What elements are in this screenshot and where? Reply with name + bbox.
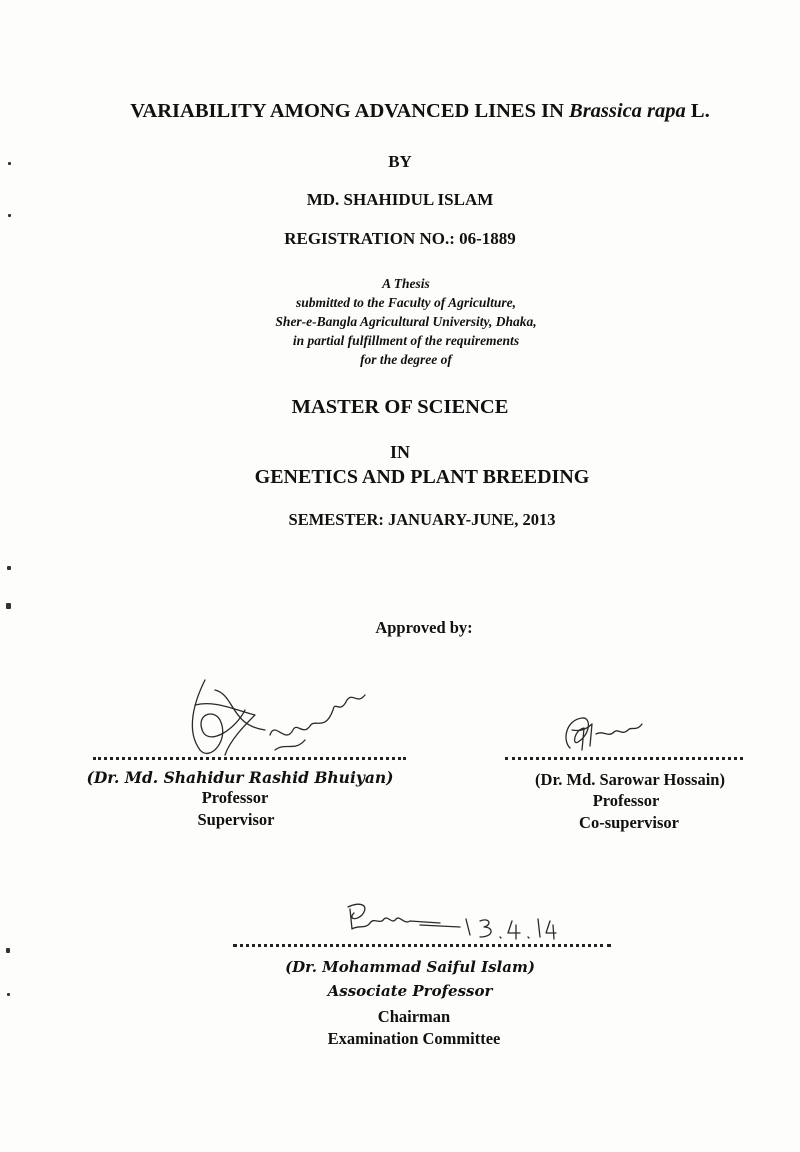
scan-speck	[8, 214, 11, 217]
thesis-statement-line: submitted to the Faculty of Agriculture,	[295, 295, 516, 310]
thesis-title-main: VARIABILITY AMONG ADVANCED LINES IN	[130, 100, 570, 122]
scan-speck	[7, 993, 10, 996]
thesis-statement-line: for the degree of	[360, 352, 452, 367]
chairman-title: Associate Professor	[327, 982, 493, 1000]
author-name: MD. SHAHIDUL ISLAM	[306, 190, 494, 209]
supervisor-name: (Dr. Md. Shahidur Rashid Bhuiyan)	[86, 768, 394, 787]
degree-name: MASTER OF SCIENCE	[291, 396, 509, 418]
chairman-role: Chairman	[377, 1007, 451, 1026]
co-supervisor-signature	[552, 710, 652, 760]
approved-by-label: Approved by:	[375, 618, 473, 637]
thesis-statement-line: Sher-e-Bangla Agricultural University, Dhaka,	[275, 314, 537, 329]
supervisor-block	[80, 768, 400, 831]
co-supervisor-signature-line	[505, 757, 743, 760]
chairman-signature-line	[233, 944, 611, 947]
co-supervisor-title: Professor	[592, 791, 660, 810]
co-supervisor-block	[510, 770, 750, 834]
chairman-committee: Examination Committee	[327, 1029, 501, 1048]
supervisor-role: Supervisor	[197, 810, 275, 829]
co-supervisor-role: Co-supervisor	[579, 813, 679, 832]
co-supervisor-name: (Dr. Md. Sarowar Hossain)	[535, 770, 725, 789]
thesis-title	[20, 100, 800, 123]
scan-speck	[6, 603, 11, 609]
supervisor-signature-line	[93, 757, 406, 760]
by-label: BY	[388, 152, 412, 171]
supervisor-title: Professor	[201, 788, 269, 807]
field-of-study: GENETICS AND PLANT BREEDING	[254, 466, 590, 488]
in-label: IN	[389, 442, 410, 462]
semester: SEMESTER: JANUARY-JUNE, 2013	[288, 510, 556, 529]
supervisor-signature	[175, 670, 375, 770]
thesis-statement	[6, 274, 800, 369]
registration-number: REGISTRATION NO.: 06-1889	[284, 229, 516, 248]
thesis-title-species: Brassica rapa	[569, 100, 686, 122]
scan-speck	[6, 948, 10, 953]
thesis-statement-line: in partial fulfillment of the requirements	[292, 333, 520, 348]
chairman-name: (Dr. Mohammad Saiful Islam)	[285, 958, 535, 976]
thesis-title-suffix: L.	[685, 100, 710, 122]
thesis-statement-line: A Thesis	[382, 276, 430, 291]
chairman-block	[240, 956, 600, 1050]
scan-speck	[7, 566, 11, 570]
